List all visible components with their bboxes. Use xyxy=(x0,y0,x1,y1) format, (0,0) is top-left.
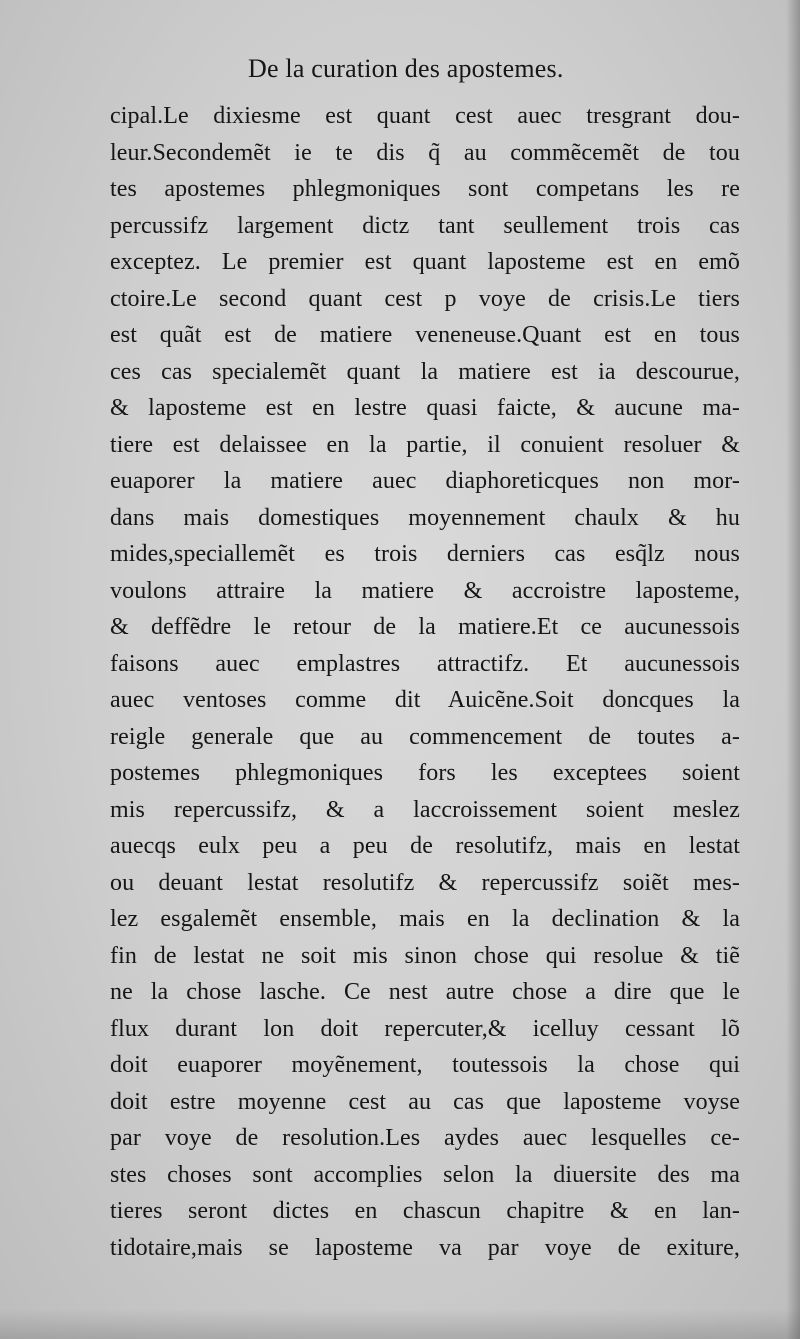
text-line: mis repercussifz, & a laccroissement soient meslez xyxy=(110,796,740,823)
text-line: postemes phlegmoniques fors les exceptees soient xyxy=(110,760,740,786)
text-line: auec ventoses comme dit Auicẽne.Soit doncques la xyxy=(110,687,740,713)
text-line: faisons auec emplastres attractifz. Et aucunessois xyxy=(110,650,740,677)
text-line: doit estre moyenne cest au cas que laposteme voyse xyxy=(110,1088,740,1115)
text-line: fin de lestat ne soit mis sinon chose qui resolue & tiẽ xyxy=(110,942,740,969)
text-line: stes choses sont accomplies selon la diuersite des ma xyxy=(110,1161,740,1188)
text-block xyxy=(110,98,740,1266)
text-line: ne la chose lasche. Ce nest autre chose a dire que le xyxy=(110,979,740,1005)
text-line: dans mais domestiques moyennement chaulx & hu xyxy=(110,504,740,531)
text-line: tidotaire,mais se laposteme va par voye de exiture, xyxy=(110,1234,740,1261)
text-line: & laposteme est en lestre quasi faicte, & aucune ma- xyxy=(110,395,740,421)
text-line: tieres seront dictes en chascun chapitre & en lan- xyxy=(110,1198,740,1224)
text-line: ou deuant lestat resolutifz & repercussifz soiẽt mes- xyxy=(110,869,740,896)
page-shadow-bottom xyxy=(0,1309,800,1339)
text-line: exceptez. Le premier est quant laposteme est en emõ xyxy=(110,249,740,275)
text-line: tiere est delaissee en la partie, il conuient resoluer & xyxy=(110,431,740,458)
text-line: ctoire.Le second quant cest p voye de crisis.Le tiers xyxy=(110,285,740,312)
text-line: euaporer la matiere auec diaphoreticques non mor- xyxy=(110,468,740,494)
text-line: est quãt est de matiere veneneuse.Quant est en tous xyxy=(110,322,740,348)
text-line: cipal.Le dixiesme est quant cest auec tresgrant dou- xyxy=(110,103,740,129)
text-line: percussifz largement dictz tant seullement trois cas xyxy=(110,212,740,239)
text-line: lez esgalemẽt ensemble, mais en la declination & la xyxy=(110,906,740,932)
text-line: doit euaporer moyẽnement, toutessois la chose qui xyxy=(110,1052,740,1078)
text-line: flux durant lon doit repercuter,& icelluy cessant lõ xyxy=(110,1015,740,1042)
text-line: leur.Secondemẽt ie te dis q̃ au commẽcemẽt de tou xyxy=(110,139,740,166)
page-shadow-right xyxy=(786,0,800,1339)
text-line: mides,speciallemẽt es trois derniers cas esq̃lz nous xyxy=(110,541,740,567)
text-line: reigle generale que au commencement de toutes a- xyxy=(110,723,740,750)
running-head: De la curation des apostemes. xyxy=(248,54,564,83)
text-line: auecqs eulx peu a peu de resolutifz, mais en lestat xyxy=(110,833,740,859)
text-line: voulons attraire la matiere & accroistre laposteme, xyxy=(110,577,740,604)
text-line: tes apostemes phlegmoniques sont competans les re xyxy=(110,176,740,202)
text-line: & deffẽdre le retour de la matiere.Et ce aucunessois xyxy=(110,614,740,640)
text-line: ces cas specialemẽt quant la matiere est ia descourue, xyxy=(110,358,740,385)
text-line: par voye de resolution.Les aydes auec lesquelles ce- xyxy=(110,1125,740,1151)
